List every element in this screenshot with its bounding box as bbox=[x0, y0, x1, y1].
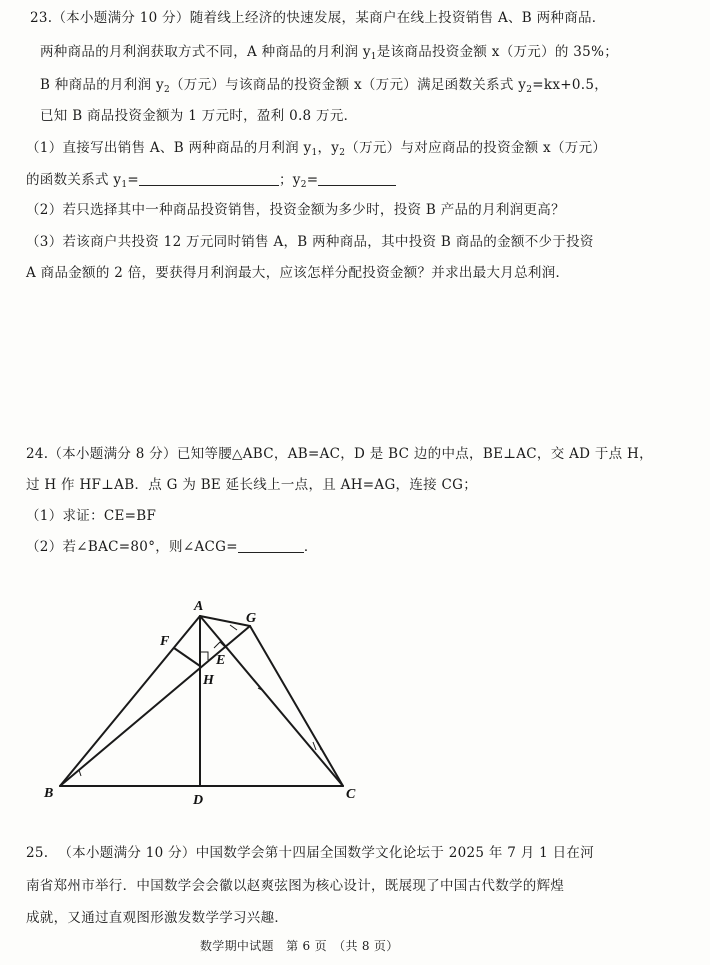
subscript: 2 bbox=[339, 148, 346, 158]
q23-text: （1）直接写出销售 A、B 两种商品的月利润 y bbox=[26, 140, 312, 156]
q23-text: = bbox=[127, 172, 139, 188]
label-H: H bbox=[203, 673, 214, 688]
subscript: 1 bbox=[370, 52, 377, 62]
q25-text: 中国数学会第十四届全国数学文化论坛于 2025 年 7 月 1 日在河 bbox=[195, 845, 595, 861]
segment-HF bbox=[174, 648, 200, 666]
q23-text: （万元）与对应商品的投资金额 x（万元） bbox=[345, 140, 607, 156]
right-angle-mark-H bbox=[200, 652, 208, 660]
segment-AB bbox=[60, 616, 200, 786]
subscript: 1 bbox=[121, 180, 128, 190]
q23-text: =kx+0.5， bbox=[532, 77, 609, 93]
q23-text: B 种商品的月利润 y bbox=[40, 77, 164, 93]
q23-number: 23. bbox=[30, 10, 53, 26]
page-footer: 数学期中试题 第 6 页 （共 8 页） bbox=[200, 939, 399, 953]
q24-text: 已知等腰△ABC，AB=AC，D 是 BC 边的中点，BE⊥AC，交 AD 于点 H， bbox=[176, 446, 653, 462]
q23-part-3-line-1: （3）若该商户共投资 12 万元同时销售 A，B 两种商品，其中投资 B 商品的金额不少于投资 bbox=[26, 234, 594, 250]
label-A: A bbox=[194, 599, 204, 614]
q25-number: 25. bbox=[26, 845, 49, 861]
label-D: D bbox=[193, 793, 204, 808]
q23-text: ，y bbox=[317, 140, 340, 156]
q23-text: ；y bbox=[278, 172, 301, 188]
q25-line-1 bbox=[26, 843, 594, 863]
tick-mark bbox=[79, 770, 81, 776]
q23-part-2: （2）若只选择其中一种商品投资销售，投资金额为多少时，投资 B 产品的月利润更高？ bbox=[26, 202, 565, 218]
label-F: F bbox=[160, 634, 170, 649]
label-G: G bbox=[246, 611, 257, 626]
q24-text: （2）若∠BAC=80°，则∠ACG= bbox=[26, 539, 238, 555]
segment-AC bbox=[200, 616, 343, 786]
q24-text: ． bbox=[303, 539, 318, 555]
q25-line-3: 成就，又通过直观图形激发数学学习兴趣． bbox=[26, 910, 289, 926]
q25-line-2: 南省郑州市举行．中国数学会会徽以赵爽弦图为核心设计，既展现了中国古代数学的辉煌 bbox=[26, 878, 565, 894]
subscript: 2 bbox=[163, 85, 170, 95]
q24-part-1: （1）求证：CE=BF bbox=[26, 508, 157, 524]
q25-score: （本小题满分 10 分） bbox=[58, 845, 196, 861]
q23-text: 的函数关系式 y bbox=[26, 172, 122, 188]
label-C: C bbox=[346, 787, 356, 802]
tick-mark bbox=[313, 742, 316, 750]
tick-mark bbox=[230, 625, 237, 630]
q23-text: 随着线上经济的快速发展，某商户在线上投资销售 A、B 两种商品． bbox=[189, 10, 606, 26]
label-E: E bbox=[216, 653, 226, 668]
subscript: 2 bbox=[300, 180, 307, 190]
q23-score: （本小题满分 10 分） bbox=[52, 10, 190, 26]
q23-text: （万元）与该商品的投资金额 x（万元）满足函数关系式 y bbox=[169, 77, 527, 93]
q24-score: （本小题满分 8 分） bbox=[48, 446, 177, 462]
q23-text: 是该商品投资金额 x（万元）的 35%； bbox=[376, 44, 618, 60]
segment-BG bbox=[60, 626, 250, 786]
q24-number: 24. bbox=[26, 446, 49, 462]
label-B: B bbox=[44, 786, 54, 801]
q23-text: 两种商品的月利润获取方式不同，A 种商品的月利润 y bbox=[40, 44, 371, 60]
subscript: 2 bbox=[526, 85, 533, 95]
segment-CG bbox=[250, 626, 343, 786]
q23-line-4: 已知 B 商品投资金额为 1 万元时，盈利 0.8 万元． bbox=[40, 108, 358, 124]
q23-text: = bbox=[306, 172, 319, 188]
q24-line-2: 过 H 作 HF⊥AB．点 G 为 BE 延长线上一点，且 AH=AG，连接 CG； bbox=[26, 477, 478, 493]
subscript: 1 bbox=[311, 148, 318, 158]
q23-part-3-line-2: A 商品金额的 2 倍，要获得月利润最大，应该怎样分配投资金额？并求出最大月总利润． bbox=[26, 265, 570, 281]
